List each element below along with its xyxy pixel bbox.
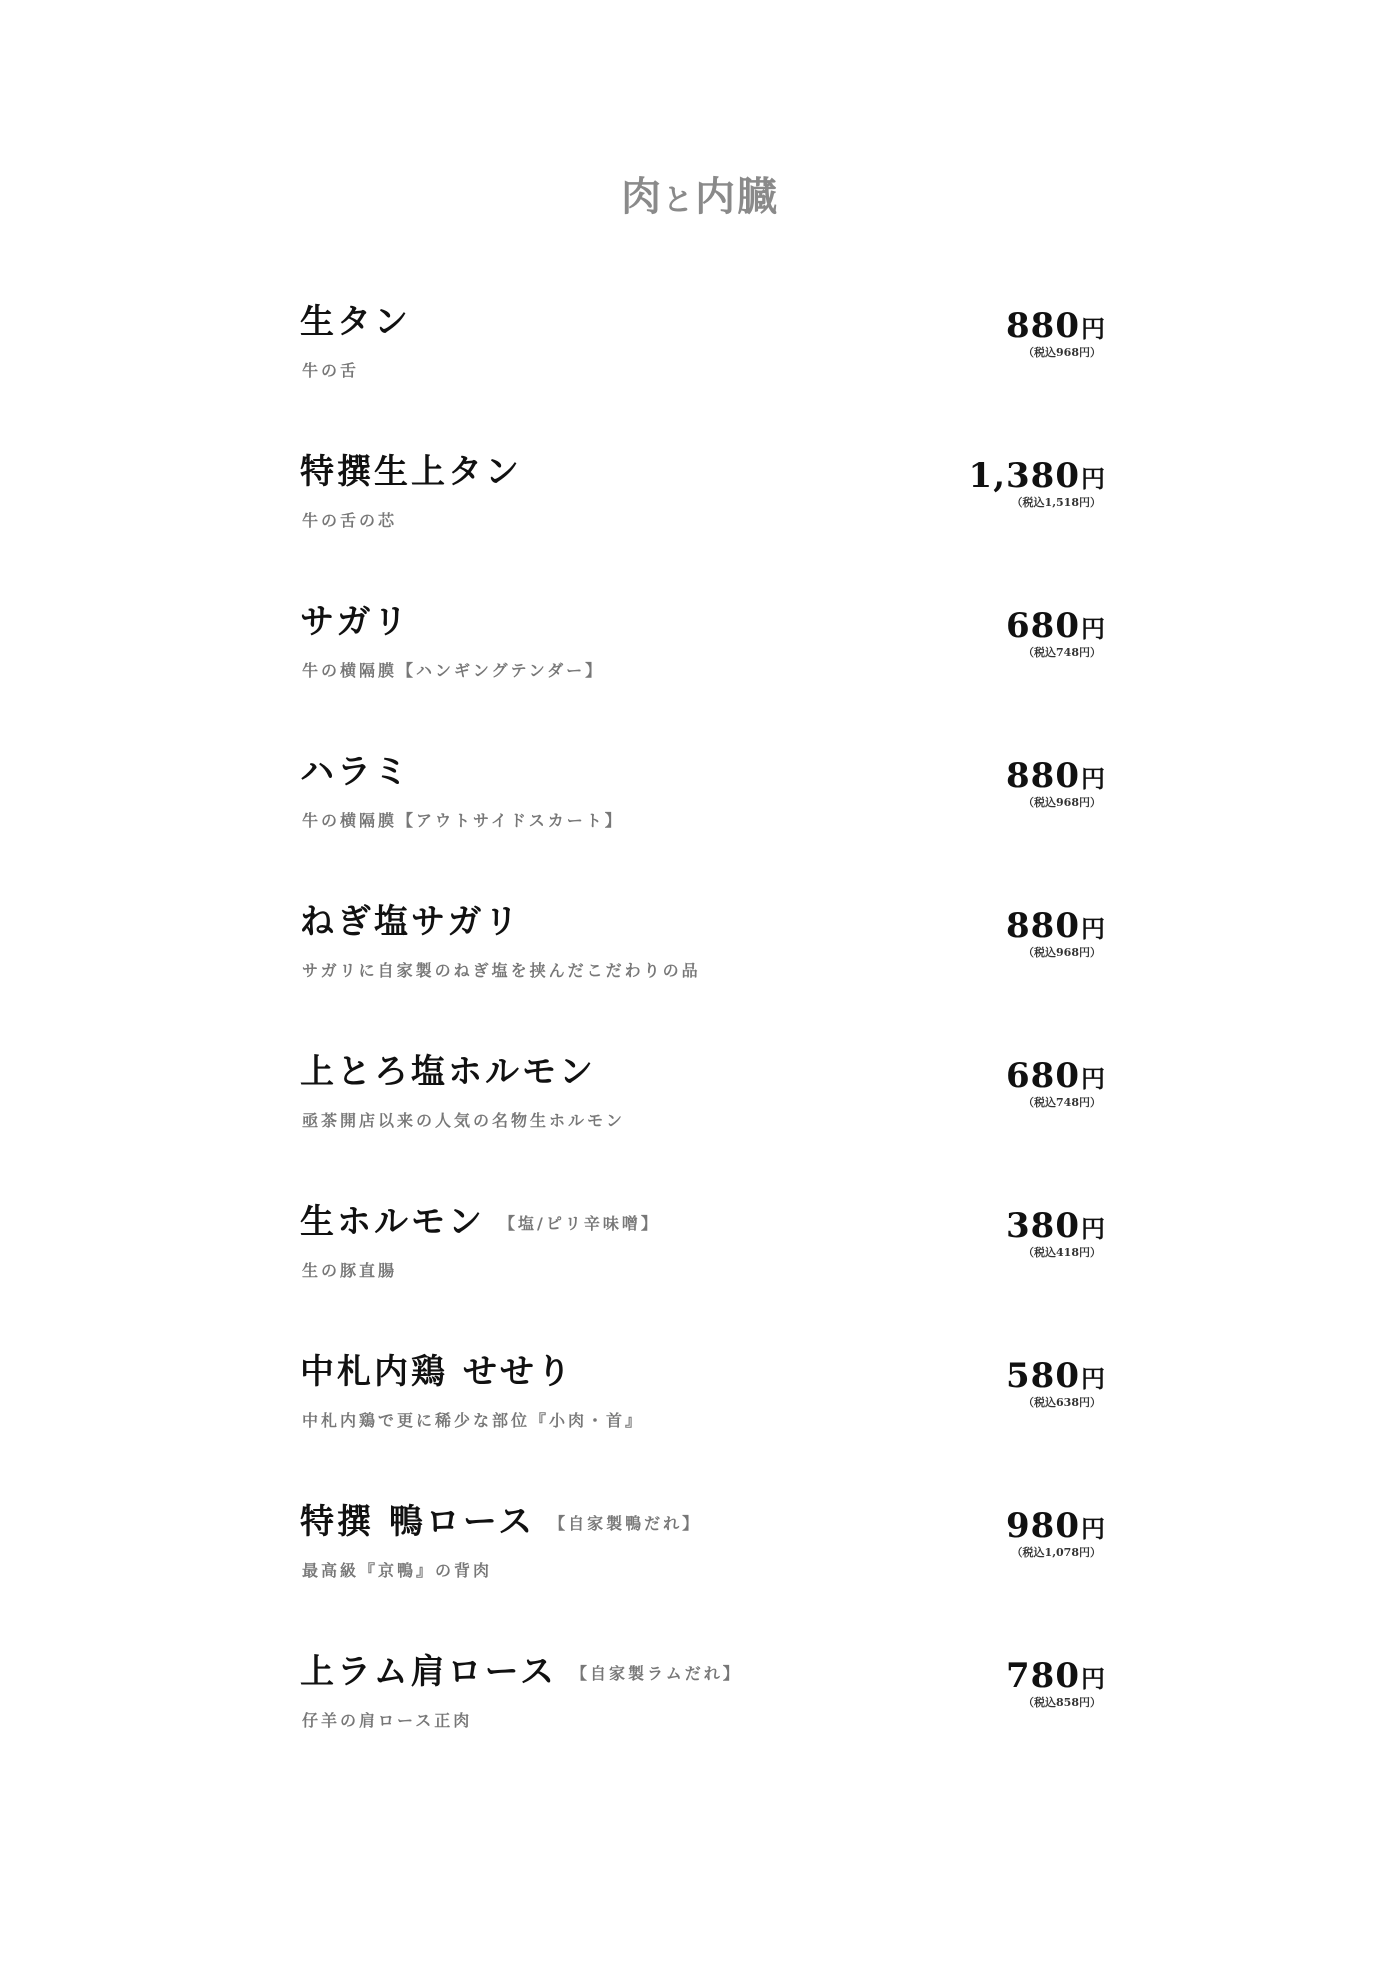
item-description: 牛の舌 [302,361,360,380]
item-name: 上ラム肩ロース [300,1652,557,1692]
title-part-1: 肉 [621,172,663,220]
yen-unit: 円 [1081,1514,1105,1543]
item-price: 880 [1006,906,1080,946]
menu-item [300,750,1105,900]
menu-list [300,300,1105,1800]
tax-included-price: （税込748円） [1023,646,1101,659]
title-part-2: と [663,182,695,218]
tax-included-price: （税込858円） [1023,1696,1101,1709]
tax-included-price: （税込1,078円） [1011,1546,1101,1559]
page-title [0,165,1400,222]
menu-item [300,1050,1105,1200]
price-box [905,606,1105,660]
menu-item [300,1650,1105,1800]
item-price: 680 [1006,1056,1080,1096]
item-price: 980 [1006,1506,1080,1546]
title-part-3: 内臓 [695,172,779,220]
item-name: ねぎ塩サガリ [300,902,522,942]
tax-included-price: （税込1,518円） [1011,496,1101,509]
item-sauce-note: 【自家製鴨だれ】 [549,1514,702,1533]
tax-included-price: （税込968円） [1023,946,1101,959]
menu-item [300,900,1105,1050]
price-box [905,1656,1105,1710]
item-price: 880 [1006,756,1080,796]
menu-item [300,450,1105,600]
item-description: 中札内鶏で更に稀少な部位『小肉・首』 [302,1411,645,1430]
item-name: 上とろ塩ホルモン [300,1052,596,1092]
item-name: 特撰生上タン [300,452,522,492]
tax-included-price: （税込638円） [1023,1396,1101,1409]
yen-unit: 円 [1081,1064,1105,1093]
menu-item [300,1500,1105,1650]
item-name: ハラミ [300,752,411,792]
menu-item [300,300,1105,450]
price-box [905,1356,1105,1410]
item-description: 仔羊の肩ロース正肉 [302,1711,473,1730]
tax-included-price: （税込748円） [1023,1096,1101,1109]
item-name: 生ホルモン [300,1202,485,1242]
yen-unit: 円 [1081,614,1105,643]
item-description: 亟茶開店以来の人気の名物生ホルモン [302,1111,626,1130]
item-description: 牛の横隔膜【ハンギングテンダー】 [302,661,605,680]
menu-item [300,1200,1105,1350]
item-description: サガリに自家製のねぎ塩を挟んだこだわりの品 [302,961,701,980]
price-box [905,1206,1105,1260]
item-price: 380 [1006,1206,1080,1246]
price-box [905,906,1105,960]
price-box [905,1056,1105,1110]
item-price: 1,380 [968,456,1080,496]
item-price: 780 [1006,1656,1080,1696]
item-price: 680 [1006,606,1080,646]
item-name: 中札内鶏 せせり [300,1352,574,1392]
item-price: 880 [1006,306,1080,346]
item-name: 生タン [300,302,411,342]
item-description: 最高級『京鴨』の背肉 [302,1561,493,1580]
yen-unit: 円 [1081,1214,1105,1243]
price-box [905,306,1105,360]
yen-unit: 円 [1081,1364,1105,1393]
item-description: 牛の舌の芯 [302,511,398,530]
yen-unit: 円 [1081,314,1105,343]
price-box [905,1506,1105,1560]
menu-item [300,600,1105,750]
yen-unit: 円 [1081,464,1105,493]
item-name: サガリ [300,602,411,642]
yen-unit: 円 [1081,1664,1105,1693]
price-box [905,456,1105,510]
item-sauce-note: 【自家製ラムだれ】 [570,1664,742,1683]
item-sauce-note: 【塩/ピリ辛味噌】 [499,1214,660,1233]
item-price: 580 [1006,1356,1080,1396]
yen-unit: 円 [1081,914,1105,943]
yen-unit: 円 [1081,764,1105,793]
item-description: 牛の横隔膜【アウトサイドスカート】 [302,811,624,830]
tax-included-price: （税込968円） [1023,346,1101,359]
menu-item [300,1350,1105,1500]
tax-included-price: （税込418円） [1023,1246,1101,1259]
item-name: 特撰 鴨ロース [300,1502,536,1542]
price-box [905,756,1105,810]
tax-included-price: （税込968円） [1023,796,1101,809]
item-description: 生の豚直腸 [302,1261,398,1280]
